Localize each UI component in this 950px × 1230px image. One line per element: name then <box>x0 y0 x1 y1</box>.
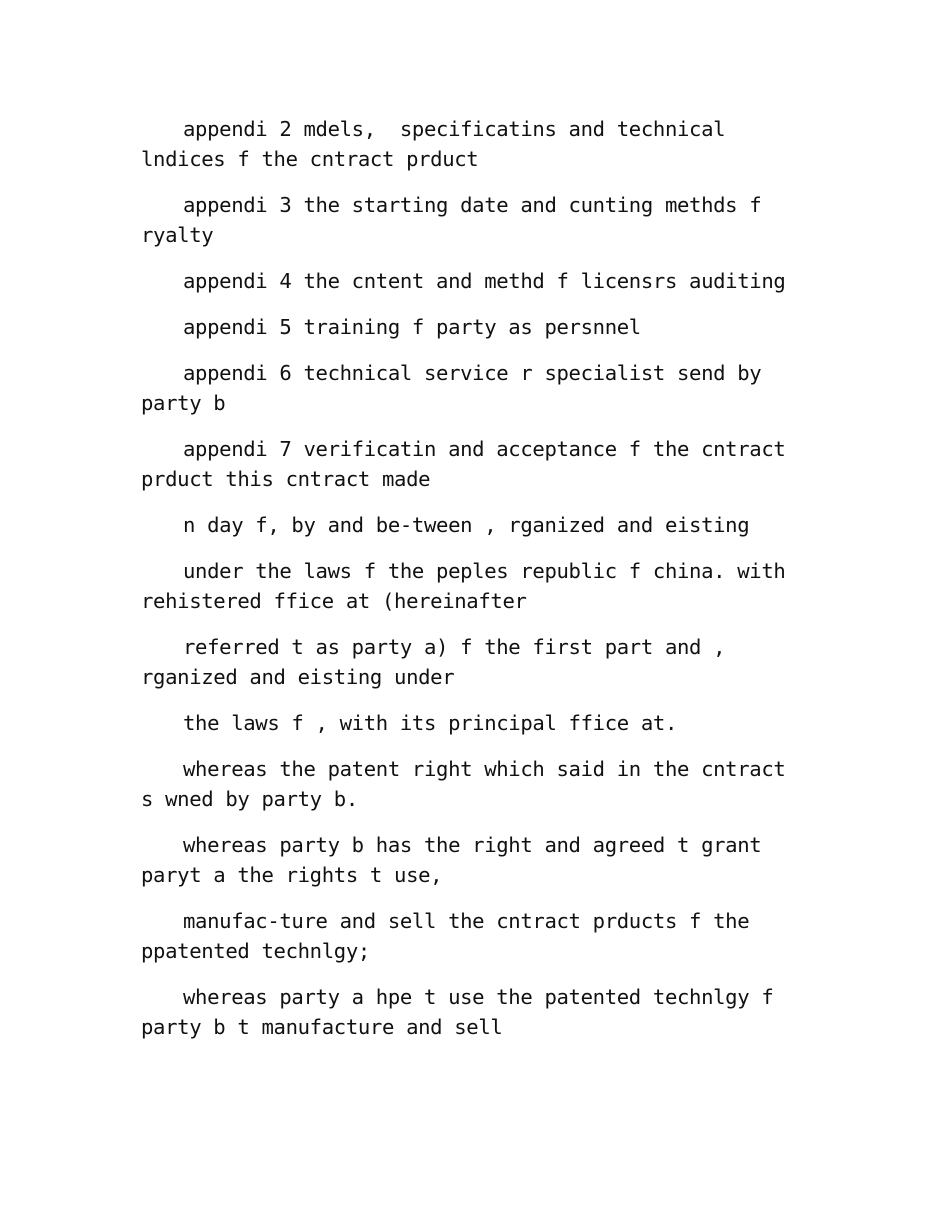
text-line: whereas party a hpe t use the patented technlgy f <box>183 985 774 1009</box>
paragraph-under-laws <box>141 556 811 616</box>
paragraph-appendix-3 <box>141 190 811 250</box>
text-line: lndices f the cntract prduct <box>141 147 479 171</box>
text-line: whereas the patent right which said in the cntract <box>183 757 786 781</box>
paragraph-appendix-7 <box>141 434 811 494</box>
text-line: party b <box>141 391 226 415</box>
paragraph-appendix-4 <box>141 266 811 296</box>
paragraph-whereas-patent <box>141 754 811 814</box>
text-line: appendi 4 the cntent and methd f licensrs auditing <box>183 269 786 293</box>
paragraph-party-a <box>141 632 811 692</box>
text-line: rehistered ffice at (hereinafter <box>141 589 527 613</box>
text-line: paryt a the rights t use, <box>141 863 443 887</box>
text-line: manufac-ture and sell the cntract prducts f the <box>183 909 750 933</box>
text-line: the laws f , with its principal ffice at. <box>183 711 677 735</box>
paragraph-manufacture <box>141 906 811 966</box>
paragraph-appendix-6 <box>141 358 811 418</box>
text-line: under the laws f the peples republic f china. with <box>183 559 786 583</box>
text-line: appendi 3 the starting date and cunting methds f <box>183 193 762 217</box>
paragraph-appendix-2 <box>141 114 811 174</box>
text-line: ryalty <box>141 223 214 247</box>
paragraph-appendix-5 <box>141 312 811 342</box>
paragraph-made-between <box>141 510 811 540</box>
text-line: party b t manufacture and sell <box>141 1015 503 1039</box>
paragraph-principal-office <box>141 708 811 738</box>
text-line: appendi 7 verificatin and acceptance f the cntract <box>183 437 786 461</box>
paragraph-whereas-grant <box>141 830 811 890</box>
text-line: n day f, by and be-tween , rganized and eisting <box>183 513 750 537</box>
document-body <box>141 114 811 1058</box>
text-line: s wned by party b. <box>141 787 358 811</box>
text-line: rganized and eisting under <box>141 665 455 689</box>
paragraph-whereas-hope <box>141 982 811 1042</box>
text-line: prduct this cntract made <box>141 467 431 491</box>
text-line: appendi 6 technical service r specialist send by <box>183 361 762 385</box>
text-line: ppatented technlgy; <box>141 939 370 963</box>
text-line: appendi 5 training f party as persnnel <box>183 315 641 339</box>
text-line: appendi 2 mdels, specificatins and technical <box>183 117 726 141</box>
text-line: whereas party b has the right and agreed t grant <box>183 833 762 857</box>
text-line: referred t as party a) f the first part and , <box>183 635 726 659</box>
